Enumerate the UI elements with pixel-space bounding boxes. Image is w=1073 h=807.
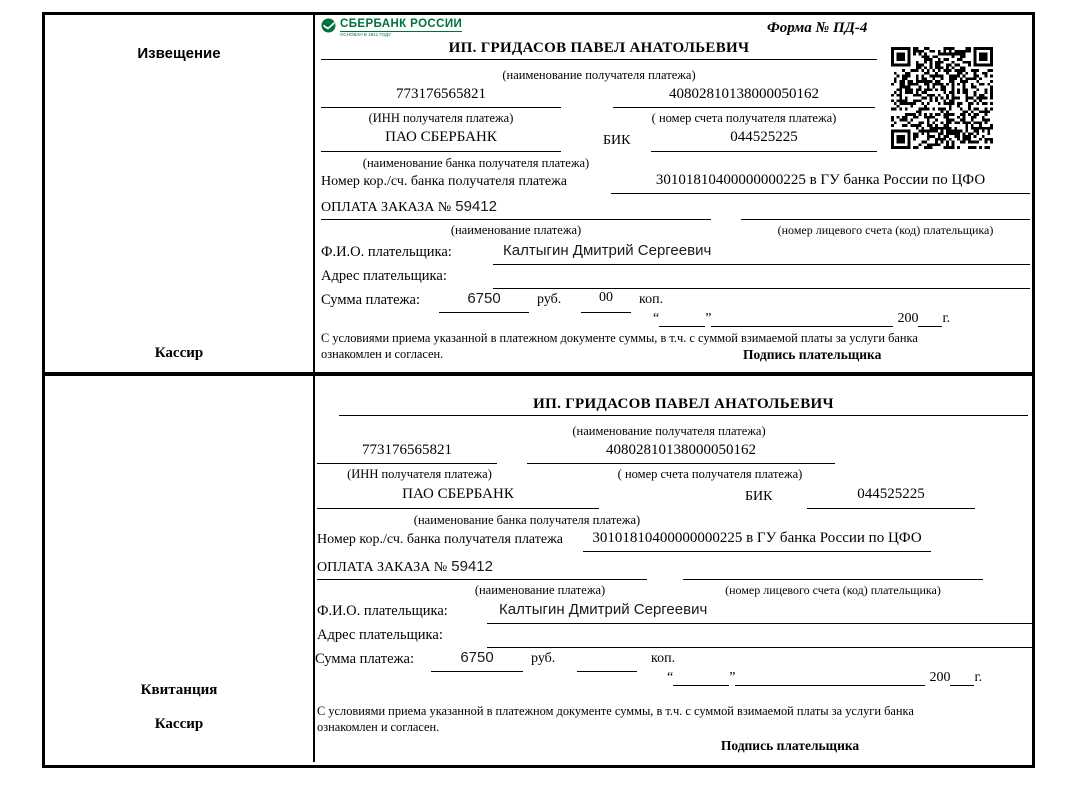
date-day-field xyxy=(673,671,729,686)
bank-name-label: (наименование банка получателя платежа) xyxy=(413,513,641,527)
year-suffix: г. xyxy=(974,670,983,685)
receipt-section xyxy=(45,376,1032,762)
kop-label: коп. xyxy=(639,292,664,307)
bank-name-label: (наименование банка получателя платежа) xyxy=(362,156,590,170)
notice-stub-cell xyxy=(45,15,315,372)
account-value: 40802810138000050162 xyxy=(613,86,875,108)
payer-fio-label: Ф.И.О. плательщика: xyxy=(317,603,448,619)
date-year-field xyxy=(918,312,942,327)
personal-account-field xyxy=(741,198,1030,220)
sberbank-logo-icon xyxy=(321,18,336,33)
payer-address-label: Адрес плательщика: xyxy=(321,268,447,284)
account-value: 40802810138000050162 xyxy=(527,442,835,464)
year-suffix: г. xyxy=(942,311,951,326)
date-line xyxy=(653,311,950,327)
personal-account-label: (номер лицевого счета (код) плательщика) xyxy=(725,583,941,597)
account-label: ( номер счета получателя платежа) xyxy=(617,467,803,481)
inn-label: (ИНН получателя платежа) xyxy=(347,467,492,481)
year-prefix: 200 xyxy=(897,311,919,326)
amount-label: Сумма платежа: xyxy=(321,292,420,308)
payment-name-label: (наименование платежа) xyxy=(474,583,606,597)
sberbank-logo-tagline: ОСНОВАН В 1841 ГОДУ xyxy=(340,32,391,37)
bank-name-value: ПАО СБЕРБАНК xyxy=(321,129,561,152)
payment-purpose-field xyxy=(317,558,647,580)
rub-label: руб. xyxy=(537,292,562,307)
receipt-title: Квитанция xyxy=(140,682,218,698)
personal-account-field xyxy=(683,558,983,580)
corr-account-label: Номер кор./сч. банка получателя платежа xyxy=(317,532,563,547)
amount-kop-value: 00 xyxy=(581,290,631,313)
date-year-field xyxy=(950,671,974,686)
form-number: Форма № ПД-4 xyxy=(767,20,868,36)
date-day-field xyxy=(659,312,705,327)
payee-name-label: (наименование получателя платежа) xyxy=(502,68,696,82)
corr-account-label: Номер кор./сч. банка получателя платежа xyxy=(321,174,567,189)
amount-rub-value: 6750 xyxy=(431,649,523,672)
payer-fio-value: Калтыгин Дмитрий Сергеевич xyxy=(487,601,1033,624)
payee-name: ИП. ГРИДАСОВ ПАВЕЛ АНАТОЛЬЕВИЧ xyxy=(339,396,1028,416)
amount-kop-value xyxy=(577,649,637,672)
notice-title: Извещение xyxy=(137,45,221,62)
payee-name: ИП. ГРИДАСОВ ПАВЕЛ АНАТОЛЬЕВИЧ xyxy=(321,40,877,60)
order-number-value: 59412 xyxy=(451,558,493,575)
payment-purpose-text: ОПЛАТА ЗАКАЗА № xyxy=(321,200,452,215)
payer-address-value xyxy=(493,266,1030,289)
corr-account-value: 30101810400000000225 в ГУ банка России по ЦФО xyxy=(611,172,1030,194)
inn-value: 773176565821 xyxy=(321,86,561,108)
agreement-line2: ознакомлен и согласен. xyxy=(321,347,444,361)
bik-value: 044525225 xyxy=(651,129,877,152)
close-quote: ” xyxy=(705,311,712,326)
payee-name-label: (наименование получателя платежа) xyxy=(572,424,766,438)
notice-section xyxy=(45,15,1032,376)
close-quote: ” xyxy=(729,670,736,685)
bik-label: БИК xyxy=(603,133,631,148)
rub-label: руб. xyxy=(531,651,556,666)
receipt-cashier-label: Кассир xyxy=(154,716,204,732)
inn-value: 773176565821 xyxy=(317,442,497,464)
kop-label: коп. xyxy=(651,651,676,666)
date-month-field xyxy=(735,671,925,686)
personal-account-label: (номер лицевого счета (код) плательщика) xyxy=(777,223,994,237)
date-month-field xyxy=(711,312,893,327)
open-quote: “ xyxy=(653,311,660,326)
form-table xyxy=(42,12,1035,768)
payer-address-value xyxy=(487,625,1033,648)
signature-label: Подпись плательщика xyxy=(743,347,882,362)
inn-label: (ИНН получателя платежа) xyxy=(368,111,514,125)
notice-cashier-label: Кассир xyxy=(154,345,204,361)
payment-purpose-field xyxy=(321,198,711,220)
agreement-line1: С условиями приема указанной в платежном документе суммы, в т.ч. с суммой взимаемой платы за услуги банка xyxy=(317,704,914,718)
payer-address-label: Адрес плательщика: xyxy=(317,627,443,643)
year-prefix: 200 xyxy=(929,670,951,685)
agreement-line1: С условиями приема указанной в платежном документе суммы, в т.ч. с суммой взимаемой платы за услуги банка xyxy=(321,331,918,345)
amount-label: Сумма платежа: xyxy=(315,651,414,667)
receipt-stub-cell xyxy=(45,376,315,762)
bank-name-value: ПАО СБЕРБАНК xyxy=(317,486,599,509)
account-label: ( номер счета получателя платежа) xyxy=(651,111,837,125)
signature-label: Подпись плательщика xyxy=(720,738,860,753)
qr-code xyxy=(891,47,993,149)
open-quote: “ xyxy=(667,670,674,685)
date-line xyxy=(667,670,982,686)
bik-label: БИК xyxy=(745,489,773,504)
bik-value: 044525225 xyxy=(807,486,975,509)
sberbank-logo xyxy=(321,18,462,37)
payment-name-label: (наименование платежа) xyxy=(450,223,582,237)
sberbank-logo-text: СБЕРБАНК РОССИИ xyxy=(340,18,463,30)
amount-rub-value: 6750 xyxy=(439,290,529,313)
order-number-value: 59412 xyxy=(455,198,497,215)
notice-form-cell xyxy=(315,15,1032,372)
payer-fio-value: Калтыгин Дмитрий Сергеевич xyxy=(493,242,1030,265)
receipt-form-cell xyxy=(315,376,1032,762)
agreement-line2: ознакомлен и согласен. xyxy=(317,720,440,734)
payer-fio-label: Ф.И.О. плательщика: xyxy=(321,244,452,260)
payment-purpose-text: ОПЛАТА ЗАКАЗА № xyxy=(317,560,448,575)
corr-account-value: 30101810400000000225 в ГУ банка России по ЦФО xyxy=(583,530,931,552)
